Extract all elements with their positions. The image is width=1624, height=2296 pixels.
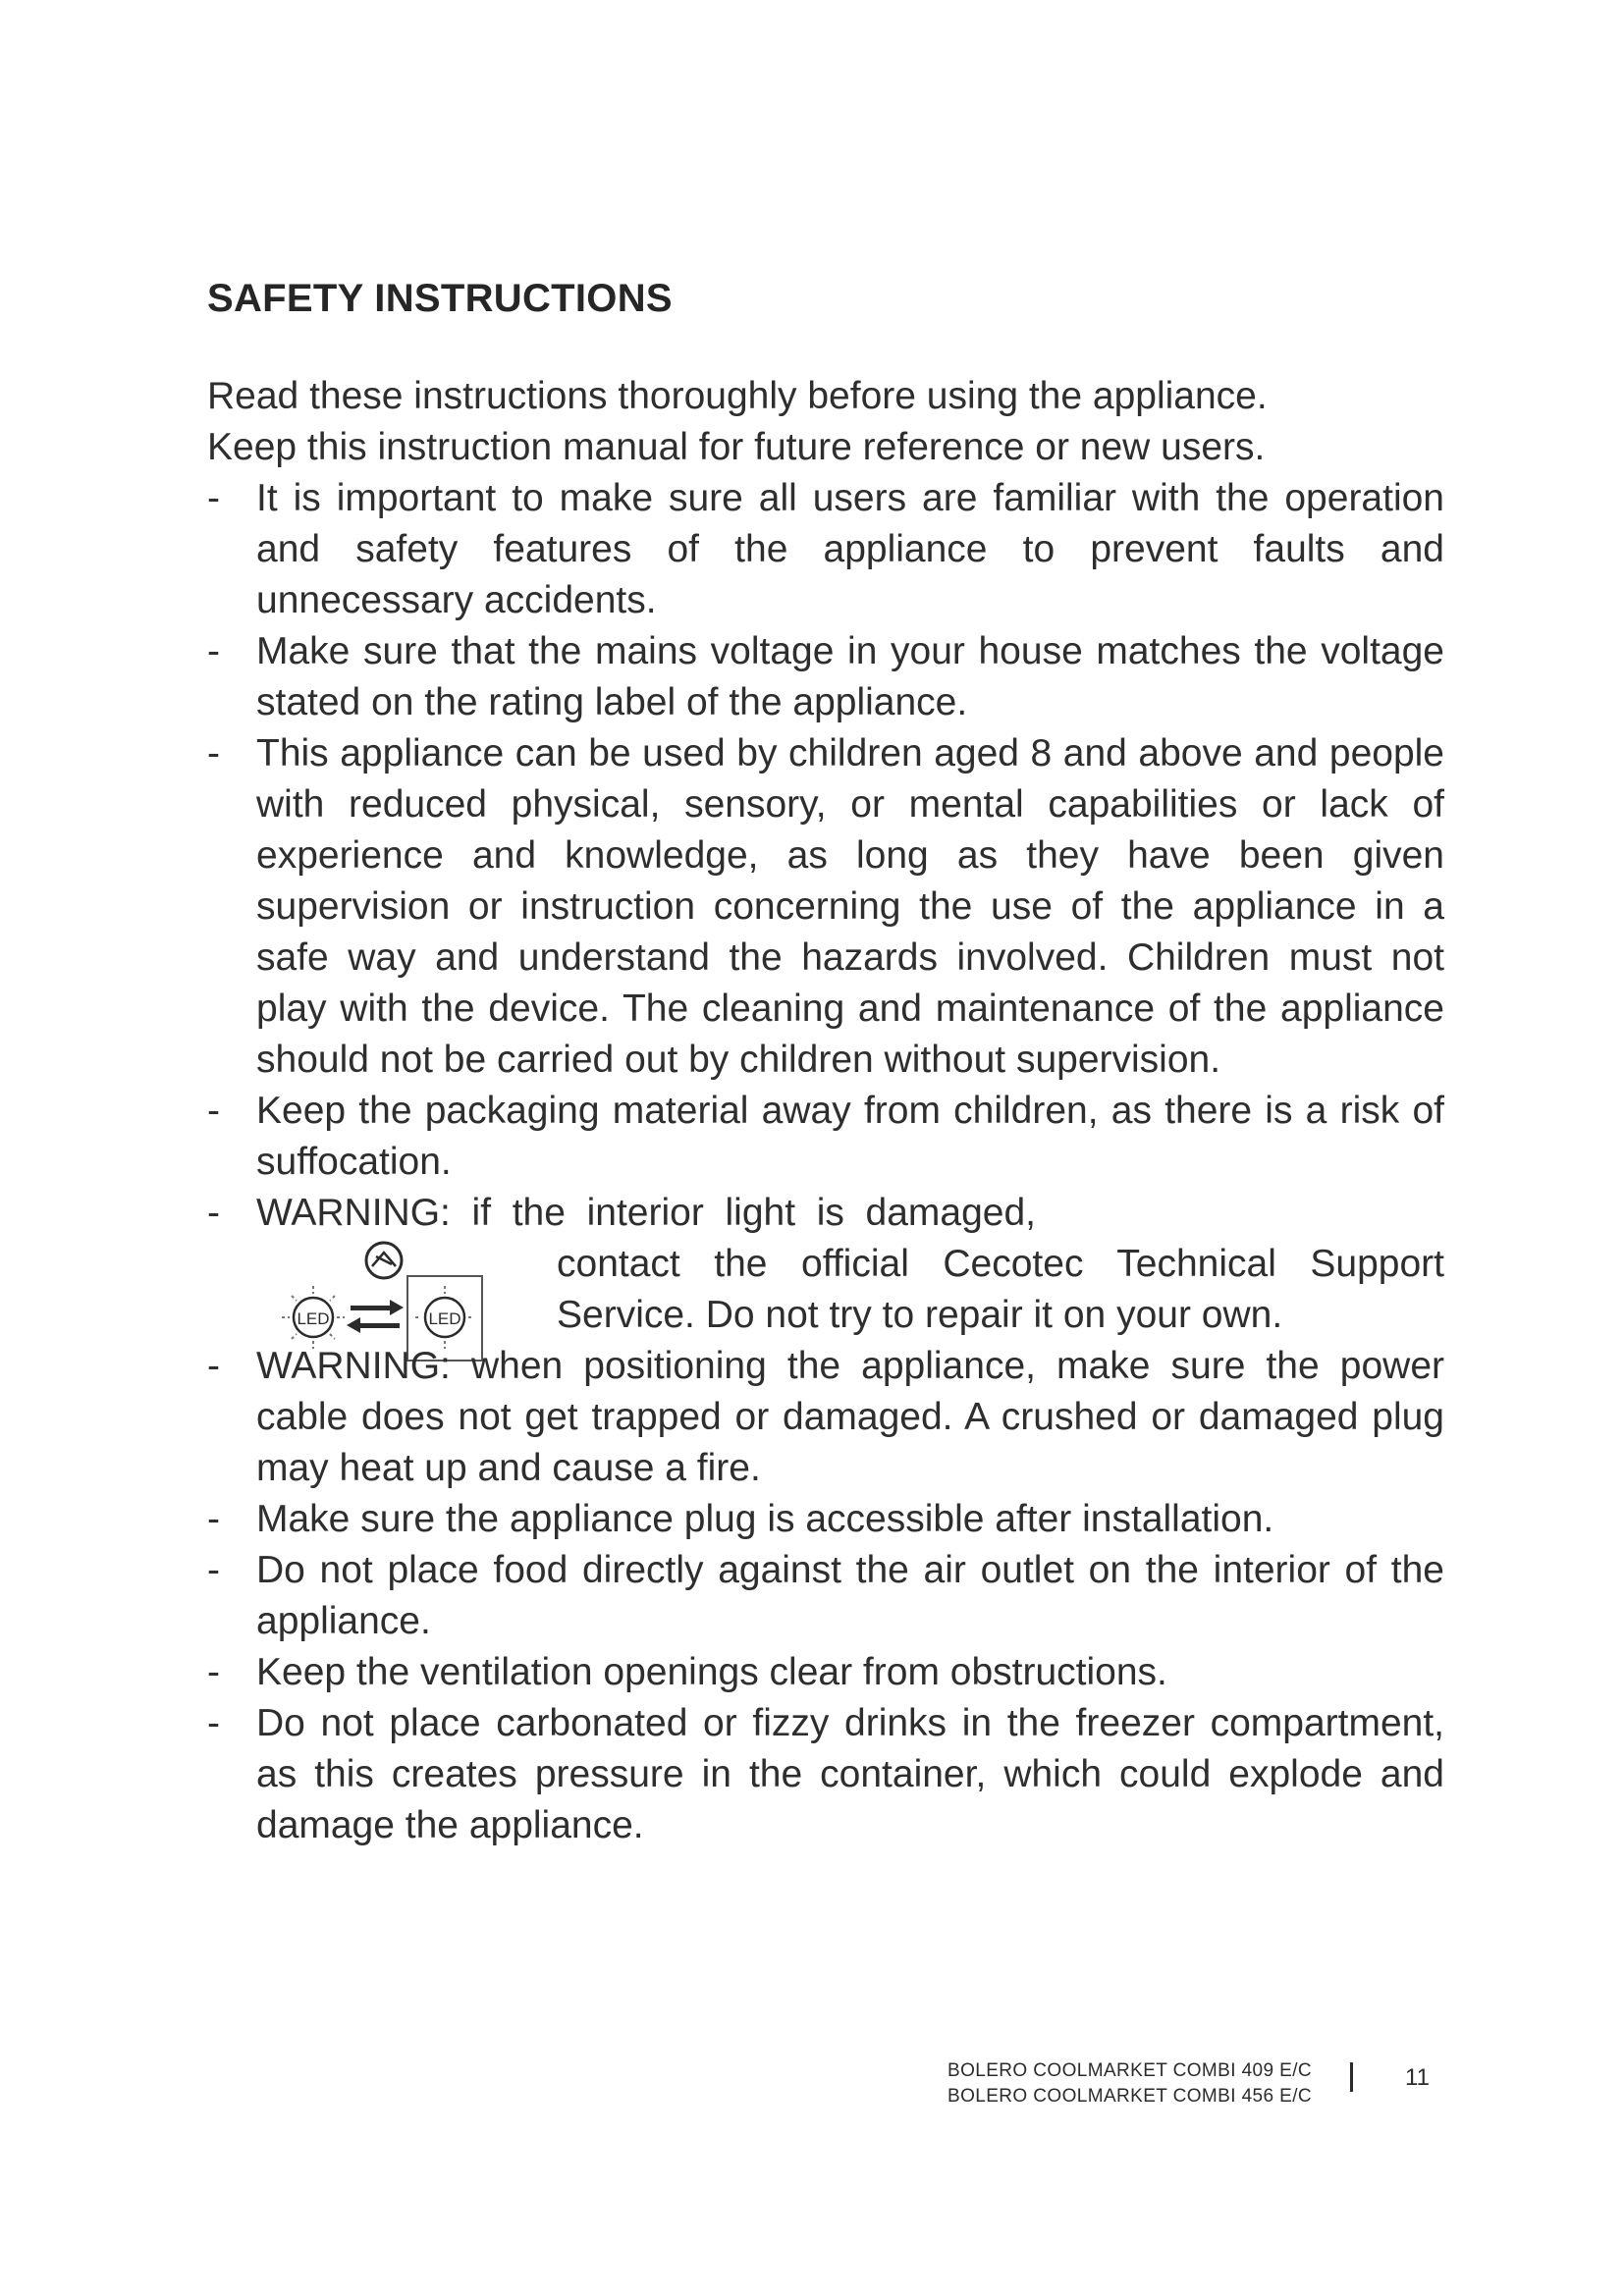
- list-item: - Make sure the appliance plug is accessible after installation.: [207, 1494, 1444, 1545]
- intro-line: Read these instructions thoroughly before using the appliance.: [207, 375, 1268, 417]
- warning-light-row: [256, 1239, 1444, 1341]
- page-title: SAFETY INSTRUCTIONS: [207, 277, 673, 320]
- list-item: - WARNING: when positioning the appliance, make sure the power cable does not get trapped or damaged. A crushed or damaged plug may heat up and cause a fire.: [207, 1341, 1444, 1494]
- led-left-label: LED: [297, 1309, 330, 1328]
- list-item: - Do not place carbonated or fizzy drinks in the freezer compartment, as this creates pressure in the container, which could explode and damage the appliance.: [207, 1698, 1444, 1851]
- list-item: - This appliance can be used by children aged 8 and above and people with reduced physical, sensory, or mental capabilities or lack of experience and knowledge, as long as they have been given supervision or instruction concerning the use of the appliance in a safe way and understand the hazards involved. Children must not play with the device. The cleaning and maintenance of the appliance should not be carried out by children without supervision.: [207, 728, 1444, 1086]
- intro-paragraph: [207, 371, 1444, 473]
- footer-divider: [1350, 2062, 1353, 2092]
- warning-light-line1: WARNING: if the interior light is damaged,: [256, 1192, 1036, 1234]
- footer-model-409: BOLERO COOLMARKET COMBI 409 E/C: [947, 2060, 1313, 2081]
- footer-model-456: BOLERO COOLMARKET COMBI 456 E/C: [947, 2086, 1313, 2107]
- list-item: - Keep the packaging material away from children, as there is a risk of suffocation.: [207, 1086, 1444, 1188]
- led-right-label: LED: [428, 1309, 461, 1328]
- safety-list: [207, 473, 1444, 1851]
- page-number: 11: [1405, 2064, 1430, 2091]
- exchange-arrows-icon: [347, 1300, 404, 1333]
- list-item-warning-light: [207, 1188, 1444, 1341]
- tool-icon: [366, 1243, 402, 1278]
- footer-models: [947, 2058, 1312, 2109]
- page-footer: [947, 2058, 1438, 2117]
- list-item: - Keep the ventilation openings clear from obstructions.: [207, 1647, 1444, 1698]
- list-item: - It is important to make sure all users are familiar with the operation and safety features of the appliance to prevent faults and unnecessary accidents.: [207, 473, 1444, 626]
- led-left-icon: [282, 1286, 345, 1349]
- intro-line: Keep this instruction manual for future reference or new users.: [207, 426, 1266, 468]
- list-item: - Make sure that the mains voltage in your house matches the voltage stated on the rating label of the appliance.: [207, 626, 1444, 728]
- warning-light-line2: contact the official Cecotec Technical Support Service. Do not try to repair it on your own.: [557, 1243, 1444, 1336]
- safety-body: [207, 371, 1444, 1851]
- list-item: - Do not place food directly against the air outlet on the interior of the appliance.: [207, 1545, 1444, 1647]
